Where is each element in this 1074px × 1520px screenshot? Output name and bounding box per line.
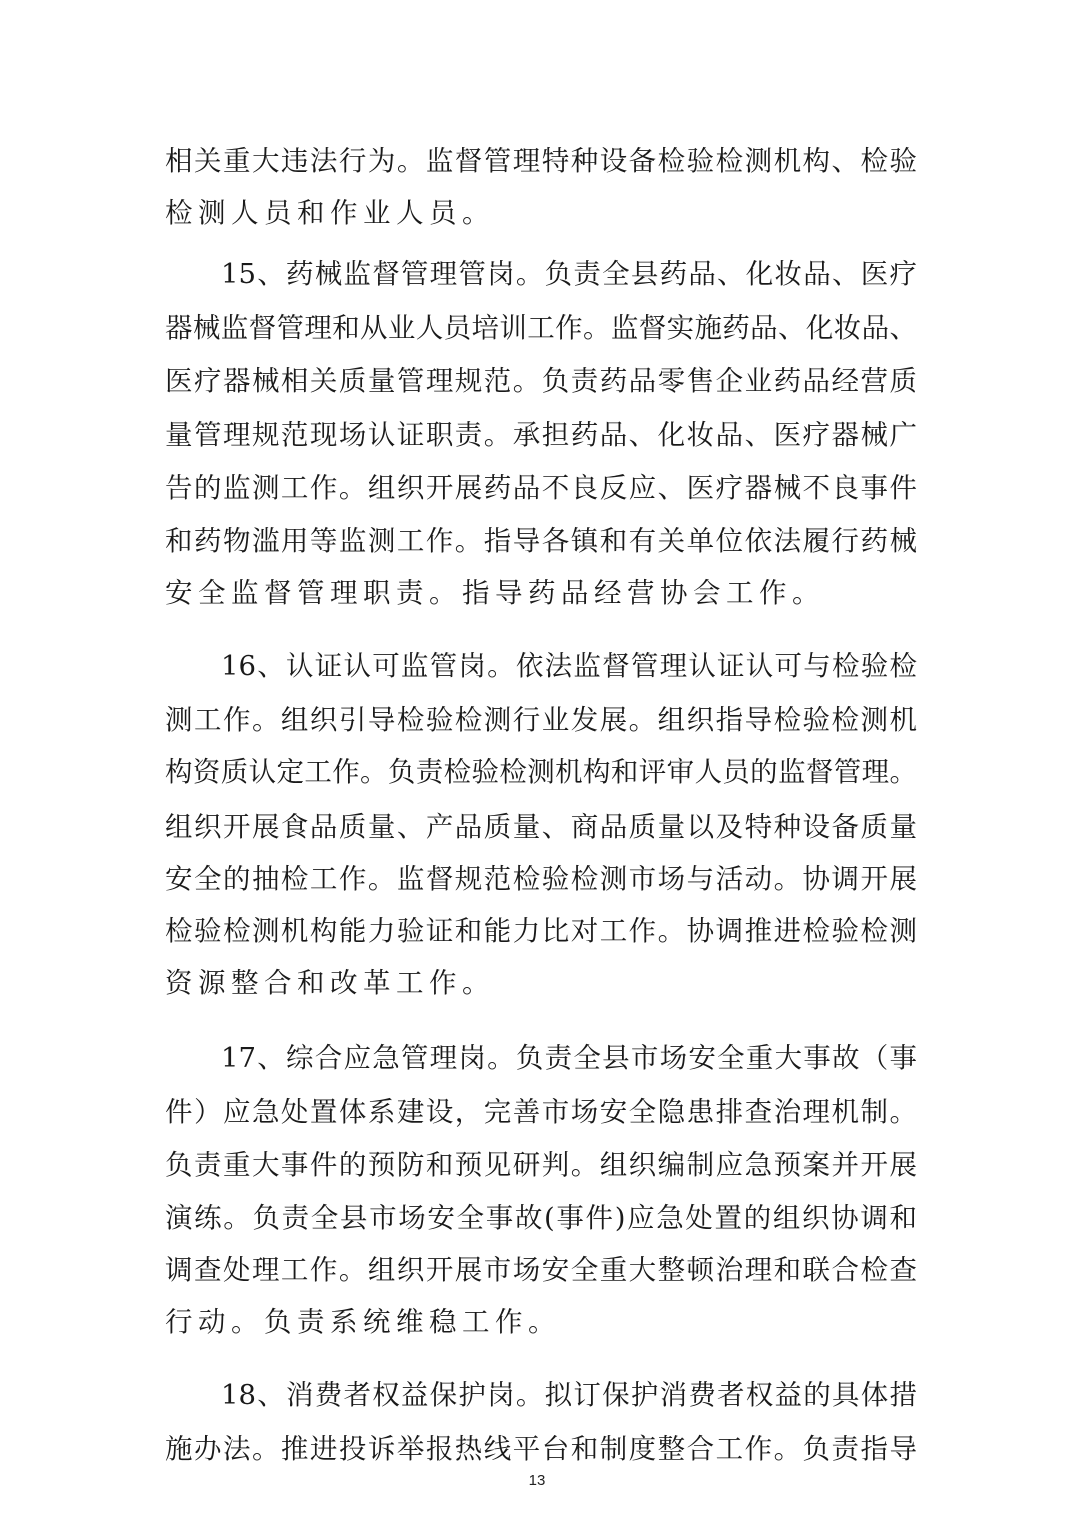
text-line: 安全的抽检工作。监督规范检验检测市场与活动。协调开展 (165, 863, 917, 895)
text-line: 施办法。推进投诉举报热线平台和制度整合工作。负责指导 (165, 1433, 917, 1465)
text-line: 医疗器械相关质量管理规范。负责药品零售企业药品经营质 (165, 365, 917, 397)
text-line: 和药物滥用等监测工作。指导各镇和有关单位依法履行药械 (165, 525, 917, 557)
text-line: 演练。负责全县市场安全事故(事件)应急处置的组织协调和 (165, 1202, 917, 1234)
text-line: 17、综合应急管理岗。负责全县市场安全重大事故（事 (221, 1042, 917, 1074)
text-line: 16、认证认可监管岗。依法监督管理认证认可与检验检 (221, 650, 917, 682)
text-line: 器械监督管理和从业人员培训工作。监督实施药品、化妆品、 (165, 312, 917, 344)
text-line: 行动。负责系统维稳工作。 (165, 1306, 561, 1338)
text-line: 15、药械监督管理管岗。负责全县药品、化妆品、医疗 (221, 258, 917, 290)
text-line: 相关重大违法行为。监督管理特种设备检验检测机构、检验 (165, 145, 917, 177)
text-line: 资源整合和改革工作。 (165, 967, 495, 999)
text-line: 量管理规范现场认证职责。承担药品、化妆品、医疗器械广 (165, 419, 917, 451)
text-line: 测工作。组织引导检验检测行业发展。组织指导检验检测机 (165, 704, 917, 736)
text-line: 安全监督管理职责。指导药品经营协会工作。 (165, 577, 825, 609)
text-line: 负责重大事件的预防和预见研判。组织编制应急预案并开展 (165, 1149, 917, 1181)
text-line: 18、消费者权益保护岗。拟订保护消费者权益的具体措 (221, 1379, 917, 1411)
page-number: 13 (528, 1472, 546, 1489)
text-line: 检验检测机构能力验证和能力比对工作。协调推进检验检测 (165, 915, 917, 947)
text-line: 检测人员和作业人员。 (165, 197, 495, 229)
text-line: 件）应急处置体系建设，完善市场安全隐患排查治理机制。 (165, 1096, 917, 1128)
text-line: 构资质认定工作。负责检验检测机构和评审人员的监督管理。 (165, 756, 917, 788)
text-line: 告的监测工作。组织开展药品不良反应、医疗器械不良事件 (165, 472, 917, 504)
text-line: 组织开展食品质量、产品质量、商品质量以及特种设备质量 (165, 811, 917, 843)
text-line: 调查处理工作。组织开展市场安全重大整顿治理和联合检查 (165, 1254, 917, 1286)
